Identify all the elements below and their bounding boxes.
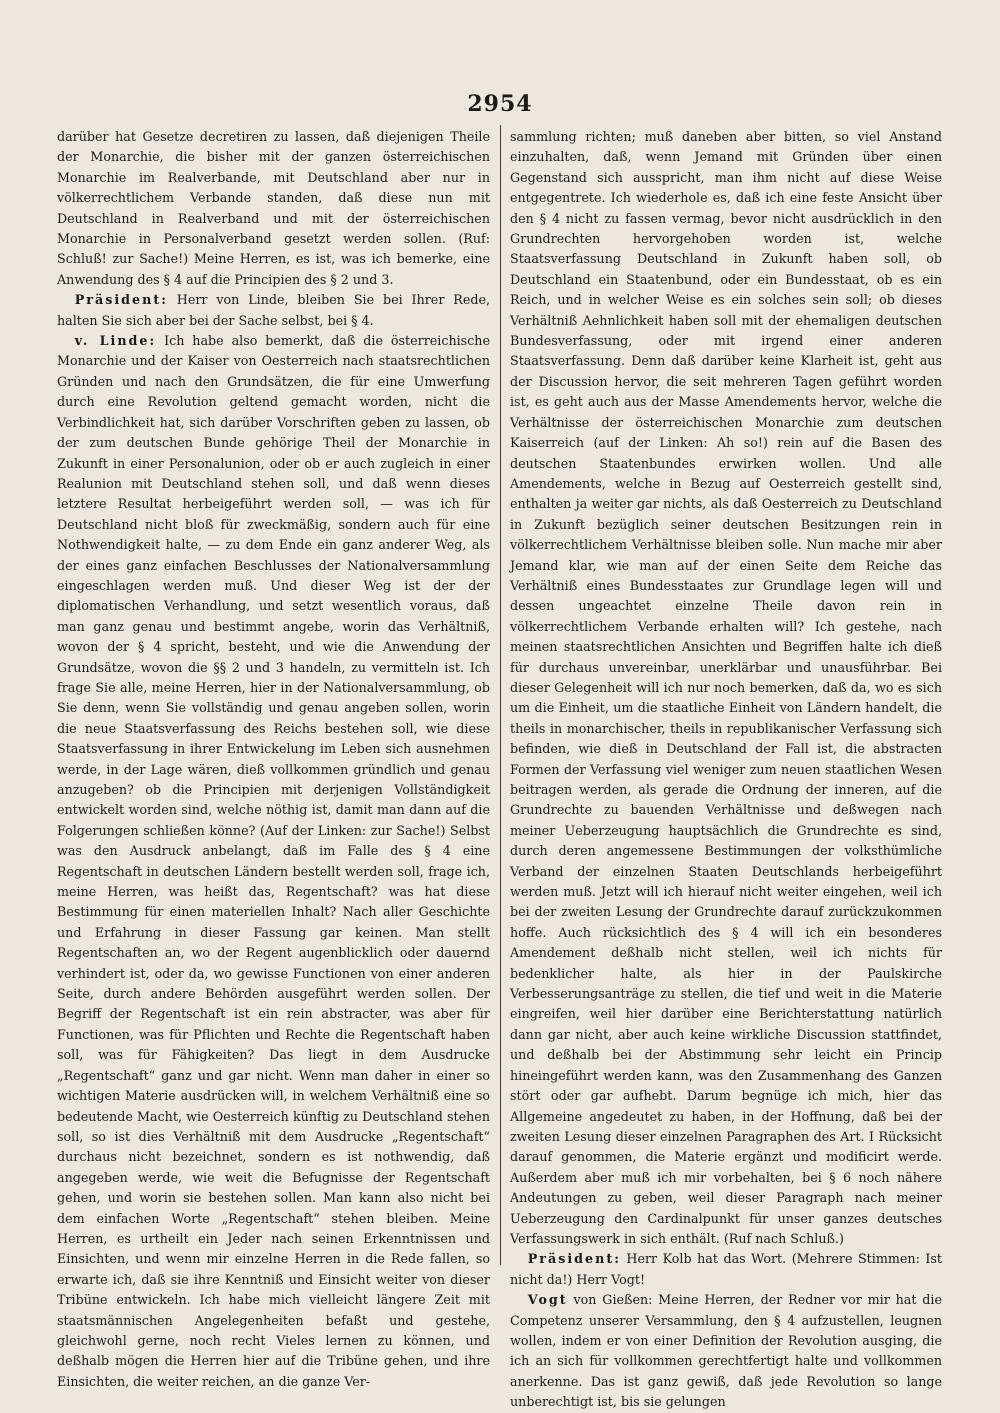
column-divider (500, 125, 501, 1265)
paragraph-text: Herr von Linde, bleiben Sie bei Ihrer Rede, halten Sie sich aber bei der Sache selbst, bei § 4. (57, 292, 490, 328)
paragraph (57, 127, 490, 290)
speaker-name: v. Linde: (74, 333, 157, 349)
page-number: 2954 (467, 91, 533, 117)
left-column (57, 127, 490, 1389)
paragraph (57, 290, 490, 331)
paragraph (510, 1290, 942, 1412)
paragraph-text: von Gießen: Meine Herren, der Redner vor mir hat die Competenz unserer Versammlung, den § 4 aufzustellen, leugnen wollen, indem er von einer Definition der Revolution ausging, die ich an sich für vollkommen gerechtfertigt halte und vollkommen anerkenne. Das ist ganz gewiß, daß jede Revolution so lange unberechtigt ist, bis sie gelungen (510, 1292, 942, 1410)
speaker-name: Vogt (527, 1292, 568, 1308)
speaker-name: Präsident: (74, 292, 168, 308)
paragraph (510, 1249, 942, 1290)
paragraph-text: sammlung richten; muß daneben aber bitten, so viel Anstand einzuhalten, daß, wenn Jemand mit Gründen über einen Gegenstand sich ausspricht, man ihm nicht auf diese Weise entgegentrete. Ich wiederhole es, daß ich eine feste Ansicht über den § 4 nicht zu fassen vermag, bevor nicht ausdrücklich in den Grundrechten hervorgehoben worden ist, welche Staatsverfassung Deutschland in Zukunft haben soll, ob Deutschland ein Staatenbund, oder ein Bundesstaat, ob es ein Reich, und in welcher Weise es ein solches sein soll; ob dieses Verhältniß Aehnlichkeit haben soll mit der ehemaligen deutschen Bundesverfassung, oder mit irgend einer anderen Staatsverfassung. Denn daß darüber keine Klarheit ist, geht aus der Discussion hervor, die seit mehreren Tagen geführt worden ist, es geht auch aus der Masse Amendements hervor, welche die Verhältnisse der österreichischen Monarchie zum deutschen Kaiserreich (auf der Linken: Ah so!) rein auf die Basen des deutschen Staatenbundes erwirken wollen. Und alle Amendements, welche in Bezug auf Oesterreich gestellt sind, enthalten ja weiter gar nichts, als daß Oesterreich zu Deutschland in Zukunft bezüglich seiner deutschen Besitzungen rein in völkerrechtlichem Verhältnisse bleiben solle. Nun mache mir aber Jemand klar, wie man auf der einen Seite dem Reiche das Verhältniß eines Bundesstaates zur Grundlage legen will und dessen ungeachtet einzelne Theile davon rein in völkerrechtlichem Verbande erhalten will? Ich gestehe, nach meinen staatsrechtlichen Ansichten und Begriffen halte ich dieß für durchaus unvereinbar, unerklärbar und unausführbar. Bei dieser Gelegenheit will ich nur noch bemerken, daß da, wo es sich um die Einheit, um die staatliche Einheit von Ländern handelt, die theils in monarchischer, theils in republikanischer Verfassung sich befinden, wie dieß in Deutschland der Fall ist, die abstracten Formen der Verfassung viel weniger zum neuen staatlichen Wesen beitragen werden, als gerade die Ordnung der inneren, auf die Grundrechte zu bauenden Verhältnisse und deßwegen nach meiner Ueberzeugung hauptsächlich die Grundrechte es sind, durch deren angemessene Bestimmungen der volksthümliche Verband der einzelnen Staaten Deutschlands herbeigeführt werden muß. Jetzt will ich hierauf nicht weiter eingehen, weil ich bei der zweiten Lesung der Grundrechte darauf zurückzukommen hoffe. Auch rücksichtlich des § 4 will ich ein besonderes Amendement deßhalb nicht stellen, weil ich nichts für bedenklicher halte, als hier in der Paulskirche Verbesserungsanträge zu stellen, die tief und weit in die Materie eingreifen, weil hier darüber eine Berichterstattung natürlich dann gar nicht, aber auch keine wirkliche Discussion stattfindet, und deßhalb bei der Abstimmung sehr leicht ein Princip hineingeführt werden kann, was den Zusammenhang des Ganzen stört oder gar aufhebt. Darum begnüge ich mich, hier das Allgemeine angedeutet zu haben, in der Hoffnung, daß bei der zweiten Lesung dieser einzelnen Paragraphen des Art. I Rücksicht darauf genommen, die Materie ergänzt und modificirt werde. Außerdem aber muß ich mir vorbehalten, bei § 6 noch nähere Andeutungen zu geben, weil dieser Paragraph nach meiner Ueberzeugung den Cardinalpunkt für unser ganzes deutsches Verfassungswerk in sich enthält. (Ruf nach Schluß.) (510, 129, 942, 1246)
paragraph-text: darüber hat Gesetze decretiren zu lassen, daß diejenigen Theile der Monarchie, die bisher mit der ganzen österreichischen Monarchie im Realverbande, mit Deutschland aber nur in völkerrechtlichem Verbande standen, daß diese nun mit Deutschland in Realverband und mit der österreichischen Monarchie in Personalverband gesetzt werden sollen. (Ruf: Schluß! zur Sache!) Meine Herren, es ist, was ich bemerke, eine Anwendung des § 4 auf die Principien des § 2 und 3. (57, 129, 490, 287)
paragraph-text: Ich habe also bemerkt, daß die österreichische Monarchie und der Kaiser von Oesterreich nach staatsrechtlichen Gründen und nach den Grundsätzen, die für eine Umwerfung durch eine Revolution geltend gemacht worden, nicht die Verbindlichkeit hat, sich darüber Vorschriften geben zu lassen, ob der zum deutschen Bunde gehörige Theil der Monarchie in Zukunft in einer Personalunion, oder ob er auch zugleich in einer Realunion mit Deutschland stehen soll, und daß wenn dieses letztere Resultat herbeigeführt werden soll, — was ich für Deutschland nicht bloß für zweckmäßig, sondern auch für eine Nothwendigkeit halte, — zu dem Ende ein ganz anderer Weg, als der eines ganz einfachen Beschlusses der Nationalversammlung eingeschlagen werden muß. Und dieser Weg ist der der diplomatischen Verhandlung, und setzt wesentlich voraus, daß man ganz genau und bestimmt angebe, worin das Verhältniß, wovon der § 4 spricht, besteht, und wie die Anwendung der Grundsätze, wovon die §§ 2 und 3 handeln, zu vermitteln ist. Ich frage Sie alle, meine Herren, hier in der Nationalversammlung, ob Sie denn, wenn Sie vollständig und genau angeben sollen, worin die neue Staatsverfassung des Reichs bestehen soll, wie diese Staatsverfassung in ihrer Entwickelung im Leben sich ausnehmen werde, in der Lage wären, dieß vollkommen gründlich und genau anzugeben? ob die Principien mit derjenigen Vollständigkeit entwickelt worden sind, welche nöthig ist, damit man dann auf die Folgerungen schließen könne? (Auf der Linken: zur Sache!) Selbst was den Ausdruck anbelangt, daß im Falle des § 4 eine Regentschaft in deutschen Ländern bestellt werden soll, frage ich, meine Herren, was heißt das, Regentschaft? was hat diese Bestimmung für einen materiellen Inhalt? Nach aller Geschichte und Erfahrung in dieser Fassung gar keinen. Man stellt Regentschaften an, wo der Regent augenblicklich oder dauernd verhindert ist, oder da, wo gewisse Functionen von einer anderen Seite, durch andere Behörden ausgeführt werden sollen. Der Begriff der Regentschaft ist ein rein abstracter, was aber für Functionen, was für Pflichten und Rechte die Regentschaft haben soll, was für Fähigkeiten? Das liegt in dem Ausdrucke „Regentschaft“ ganz und gar nicht. Wenn man daher in einer so wichtigen Materie ausdrücken will, in welchem Verhältniß eine so bedeutende Macht, wie Oesterreich künftig zu Deutschland stehen soll, so ist dies Verhältniß mit dem Ausdrucke „Regentschaft“ durchaus nicht bezeichnet, sondern es ist nothwendig, daß angegeben werde, wie weit die Befugnisse der Regentschaft gehen, und worin sie bestehen sollen. Man kann also nicht bei dem einfachen Worte „Regentschaft“ stehen bleiben. Meine Herren, es urtheilt ein Jeder nach seinen Erkenntnissen und Einsichten, und wenn mir einzelne Herren in die Rede fallen, so erwarte ich, daß sie ihre Kenntniß und Einsicht weiter von dieser Tribüne entwickeln. Ich habe mich vielleicht längere Zeit mit staatsmännischen Angelegenheiten befaßt und gestehe, gleichwohl gerne, noch recht Vieles lernen zu können, und deßhalb mögen die Herren hier auf die Tribüne gehen, und ihre Einsichten, die weiter reichen, an die ganze Ver- (57, 333, 490, 1389)
right-column (510, 127, 942, 1410)
paragraph (510, 127, 942, 1249)
paragraph-text: Herr Kolb hat das Wort. (Mehrere Stimmen: Ist nicht da!) Herr Vogt! (510, 1251, 942, 1287)
paragraph (57, 331, 490, 1392)
speaker-name: Präsident: (527, 1251, 621, 1267)
